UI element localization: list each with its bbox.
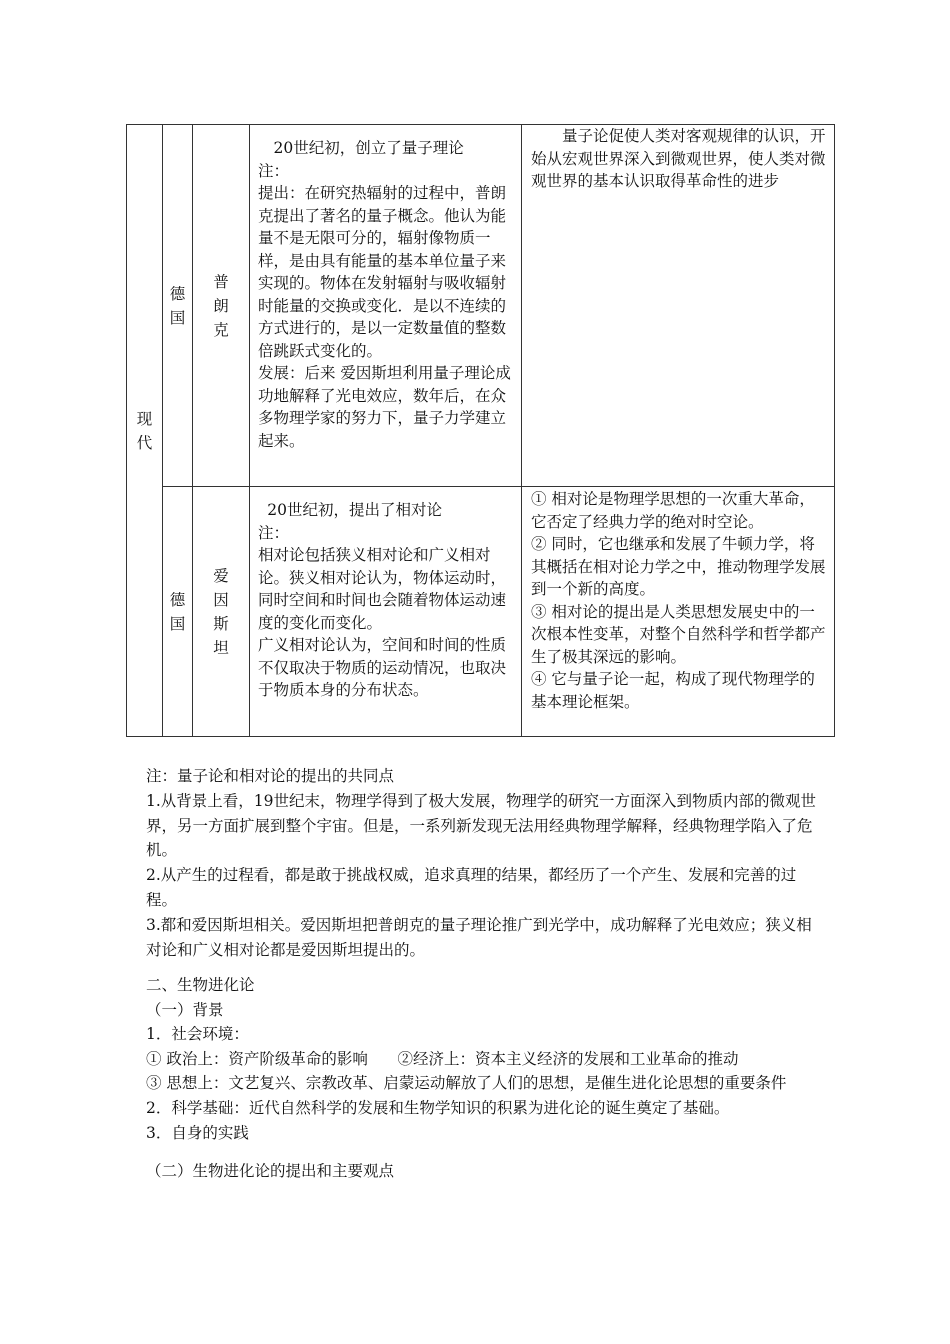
section-item: 1．社会环境： — [146, 1025, 249, 1044]
content-note: 注： — [258, 523, 290, 542]
country-label: 德国 — [169, 284, 186, 327]
significance-text: ② 同时，它也继承和发展了牛顿力学，将其概括在相对论力学之中，推动物理学发展到一个新的高度。 — [531, 535, 826, 598]
content-heading: 20世纪初，提出了相对论 — [267, 501, 443, 519]
person-cell — [193, 487, 250, 737]
content-cell — [250, 125, 522, 487]
era-cell — [127, 125, 163, 737]
content-text: 相对论包括狭义相对论和广义相对论。狭义相对论认为，物体运动时，同时空间和时间也会随着物体运动速度的变化而变化。 — [258, 546, 507, 632]
notes-title: 注：量子论和相对论的提出的共同点 — [146, 767, 395, 785]
country-cell — [163, 487, 193, 737]
notes-item: 2.从产生的过程看，都是敢于挑战权威，追求真理的结果，都经历了一个产生、发展和完善的过程。 — [146, 866, 797, 909]
content-text: 发展：后来 爱因斯坦利用量子理论成功地解释了光电效应，数年后，在众多物理学家的努力下，量子力学建立起来。 — [258, 364, 511, 450]
significance-cell — [522, 487, 835, 737]
section-heading: 二、生物进化论 — [146, 976, 255, 994]
section-item: 2．科学基础：近代自然科学的发展和生物学知识的积累为进化论的诞生奠定了基础。 — [146, 1098, 730, 1117]
country-label: 德国 — [169, 590, 186, 633]
content-text: 提出：在研究热辐射的过程中，普朗克提出了著名的量子概念。他认为能量不是无限可分的，辐射像物质一样，是由具有能量的基本单位量子来实现的。物体在发射辐射与吸收辐射时能量的交换或变化．是以不连续的方式进行的，是以一定数量值的整数倍跳跃式变化的。 — [258, 184, 507, 360]
significance-text: ③ 相对论的提出是人类思想发展史中的一次根本性变革，对整个自然科学和哲学都产生了极其深远的影响。 — [531, 602, 826, 666]
content-cell — [250, 487, 522, 737]
common-points-notes — [146, 764, 826, 962]
significance-text: 量子论促使人类对客观规律的认识，开始从宏观世界深入到微观世界，使人类对微观世界的基本认识取得革命性的进步 — [531, 127, 826, 190]
country-cell — [163, 125, 193, 487]
content-heading: 20世纪初，创立了量子理论 — [273, 139, 464, 157]
evolution-section — [146, 973, 826, 1184]
history-table — [126, 124, 835, 737]
subsection-heading: （一）背景 — [146, 1000, 224, 1019]
section-item: ① 政治上：资产阶级革命的影响 ②经济上：资本主义经济的发展和工业革命的推动 — [146, 1049, 739, 1068]
significance-cell — [522, 125, 835, 487]
person-label: 爱因斯坦 — [213, 566, 229, 657]
era-label: 现代 — [136, 409, 153, 452]
notes-item: 3.都和爱因斯坦相关。爱因斯坦把普朗克的量子理论推广到光学中，成功解释了光电效应；狭义相对论和广义相对论都是爱因斯坦提出的。 — [146, 915, 812, 959]
significance-text: ① 相对论是物理学思想的一次重大革命，它否定了经典力学的绝对时空论。 — [531, 490, 815, 531]
table-row — [127, 487, 835, 737]
content-note: 注： — [258, 161, 290, 180]
notes-item: 1.从背景上看，19世纪末，物理学得到了极大发展，物理学的研究一方面深入到物质内部的微观世界，另一方面扩展到整个宇宙。但是，一系列新发现无法用经典物理学解释，经典物理学陷入了危机。 — [146, 791, 817, 860]
significance-text: ④ 它与量子论一起，构成了现代物理学的基本理论框架。 — [531, 670, 815, 711]
section-item: 3．自身的实践 — [146, 1123, 249, 1142]
subsection-heading: （二）生物进化论的提出和主要观点 — [146, 1162, 395, 1181]
section-item: ③ 思想上：文艺复兴、宗教改革、启蒙运动解放了人们的思想，是催生进化论思想的重要条件 — [146, 1074, 787, 1093]
person-label: 普朗克 — [213, 272, 229, 339]
table-row — [127, 125, 835, 487]
person-cell — [193, 125, 250, 487]
content-text: 广义相对论认为，空间和时间的性质不仅取决于物质的运动情况，也取决于物质本身的分布状态。 — [258, 636, 507, 699]
